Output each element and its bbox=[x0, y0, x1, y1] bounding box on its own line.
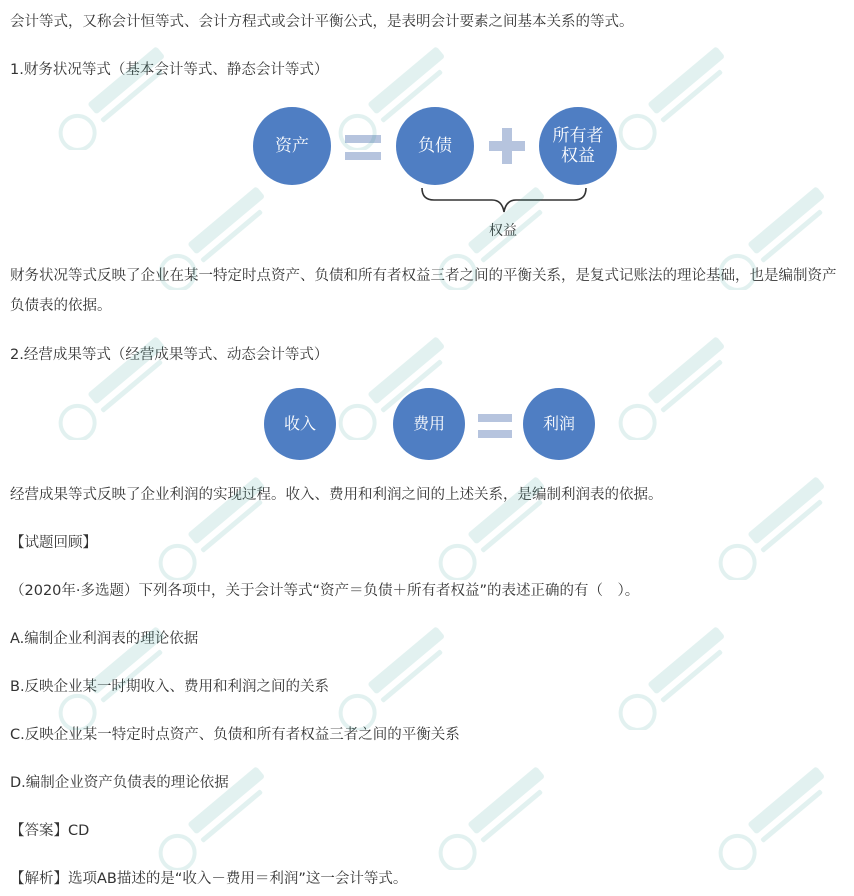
intro-text: 会计等式，又称会计恒等式、会计方程式或会计平衡公式，是表明会计要素之间基本关系的等式。 bbox=[10, 14, 634, 30]
section1-heading: 1.财务状况等式（基本会计等式、静态会计等式） bbox=[10, 62, 329, 78]
review-title: 【试题回顾】 bbox=[10, 535, 97, 551]
section1-description: 财务状况等式反映了企业在某一特定时点资产、负债和所有者权益三者之间的平衡关系，是复式记账法的理论基础，也是编制资产负债表的依据。 bbox=[10, 268, 837, 314]
option-a: A.编制企业利润表的理论依据 bbox=[10, 631, 199, 647]
profit-label: 利润 bbox=[542, 414, 575, 433]
revenue-circle bbox=[264, 388, 336, 460]
equity-brace-label: 权益 bbox=[489, 223, 517, 239]
answer-text: 【答案】CD bbox=[10, 823, 90, 839]
profit-equals-top-bar bbox=[478, 414, 512, 422]
analysis-text: 【解析】选项AB描述的是“收入－费用＝利润”这一会计等式。 bbox=[10, 871, 408, 887]
option-d: D.编制企业资产负债表的理论依据 bbox=[10, 775, 229, 791]
assets-label: 资产 bbox=[275, 136, 309, 156]
section2-description: 经营成果等式反映了企业利润的实现过程。收入、费用和利润之间的上述关系，是编制利润表的依据。 bbox=[10, 487, 663, 503]
section2-heading: 2.经营成果等式（经营成果等式、动态会计等式） bbox=[10, 347, 329, 363]
option-b: B.反映企业某一时期收入、费用和利润之间的关系 bbox=[10, 679, 330, 695]
liabilities-label: 负债 bbox=[418, 136, 452, 156]
profit-equals-bottom-bar bbox=[478, 430, 512, 438]
revenue-label: 收入 bbox=[283, 414, 316, 433]
expense-label: 费用 bbox=[412, 414, 445, 433]
profit-circle bbox=[523, 388, 595, 460]
option-c: C.反映企业某一特定时点资产、负债和所有者权益三者之间的平衡关系 bbox=[10, 727, 460, 743]
equity-label: 所有者权益 bbox=[552, 126, 604, 166]
review-question: （2020年·多选题）下列各项中，关于会计等式“资产＝负债＋所有者权益”的表述正确的有（ ）。 bbox=[10, 583, 640, 599]
expense-circle bbox=[393, 388, 465, 460]
